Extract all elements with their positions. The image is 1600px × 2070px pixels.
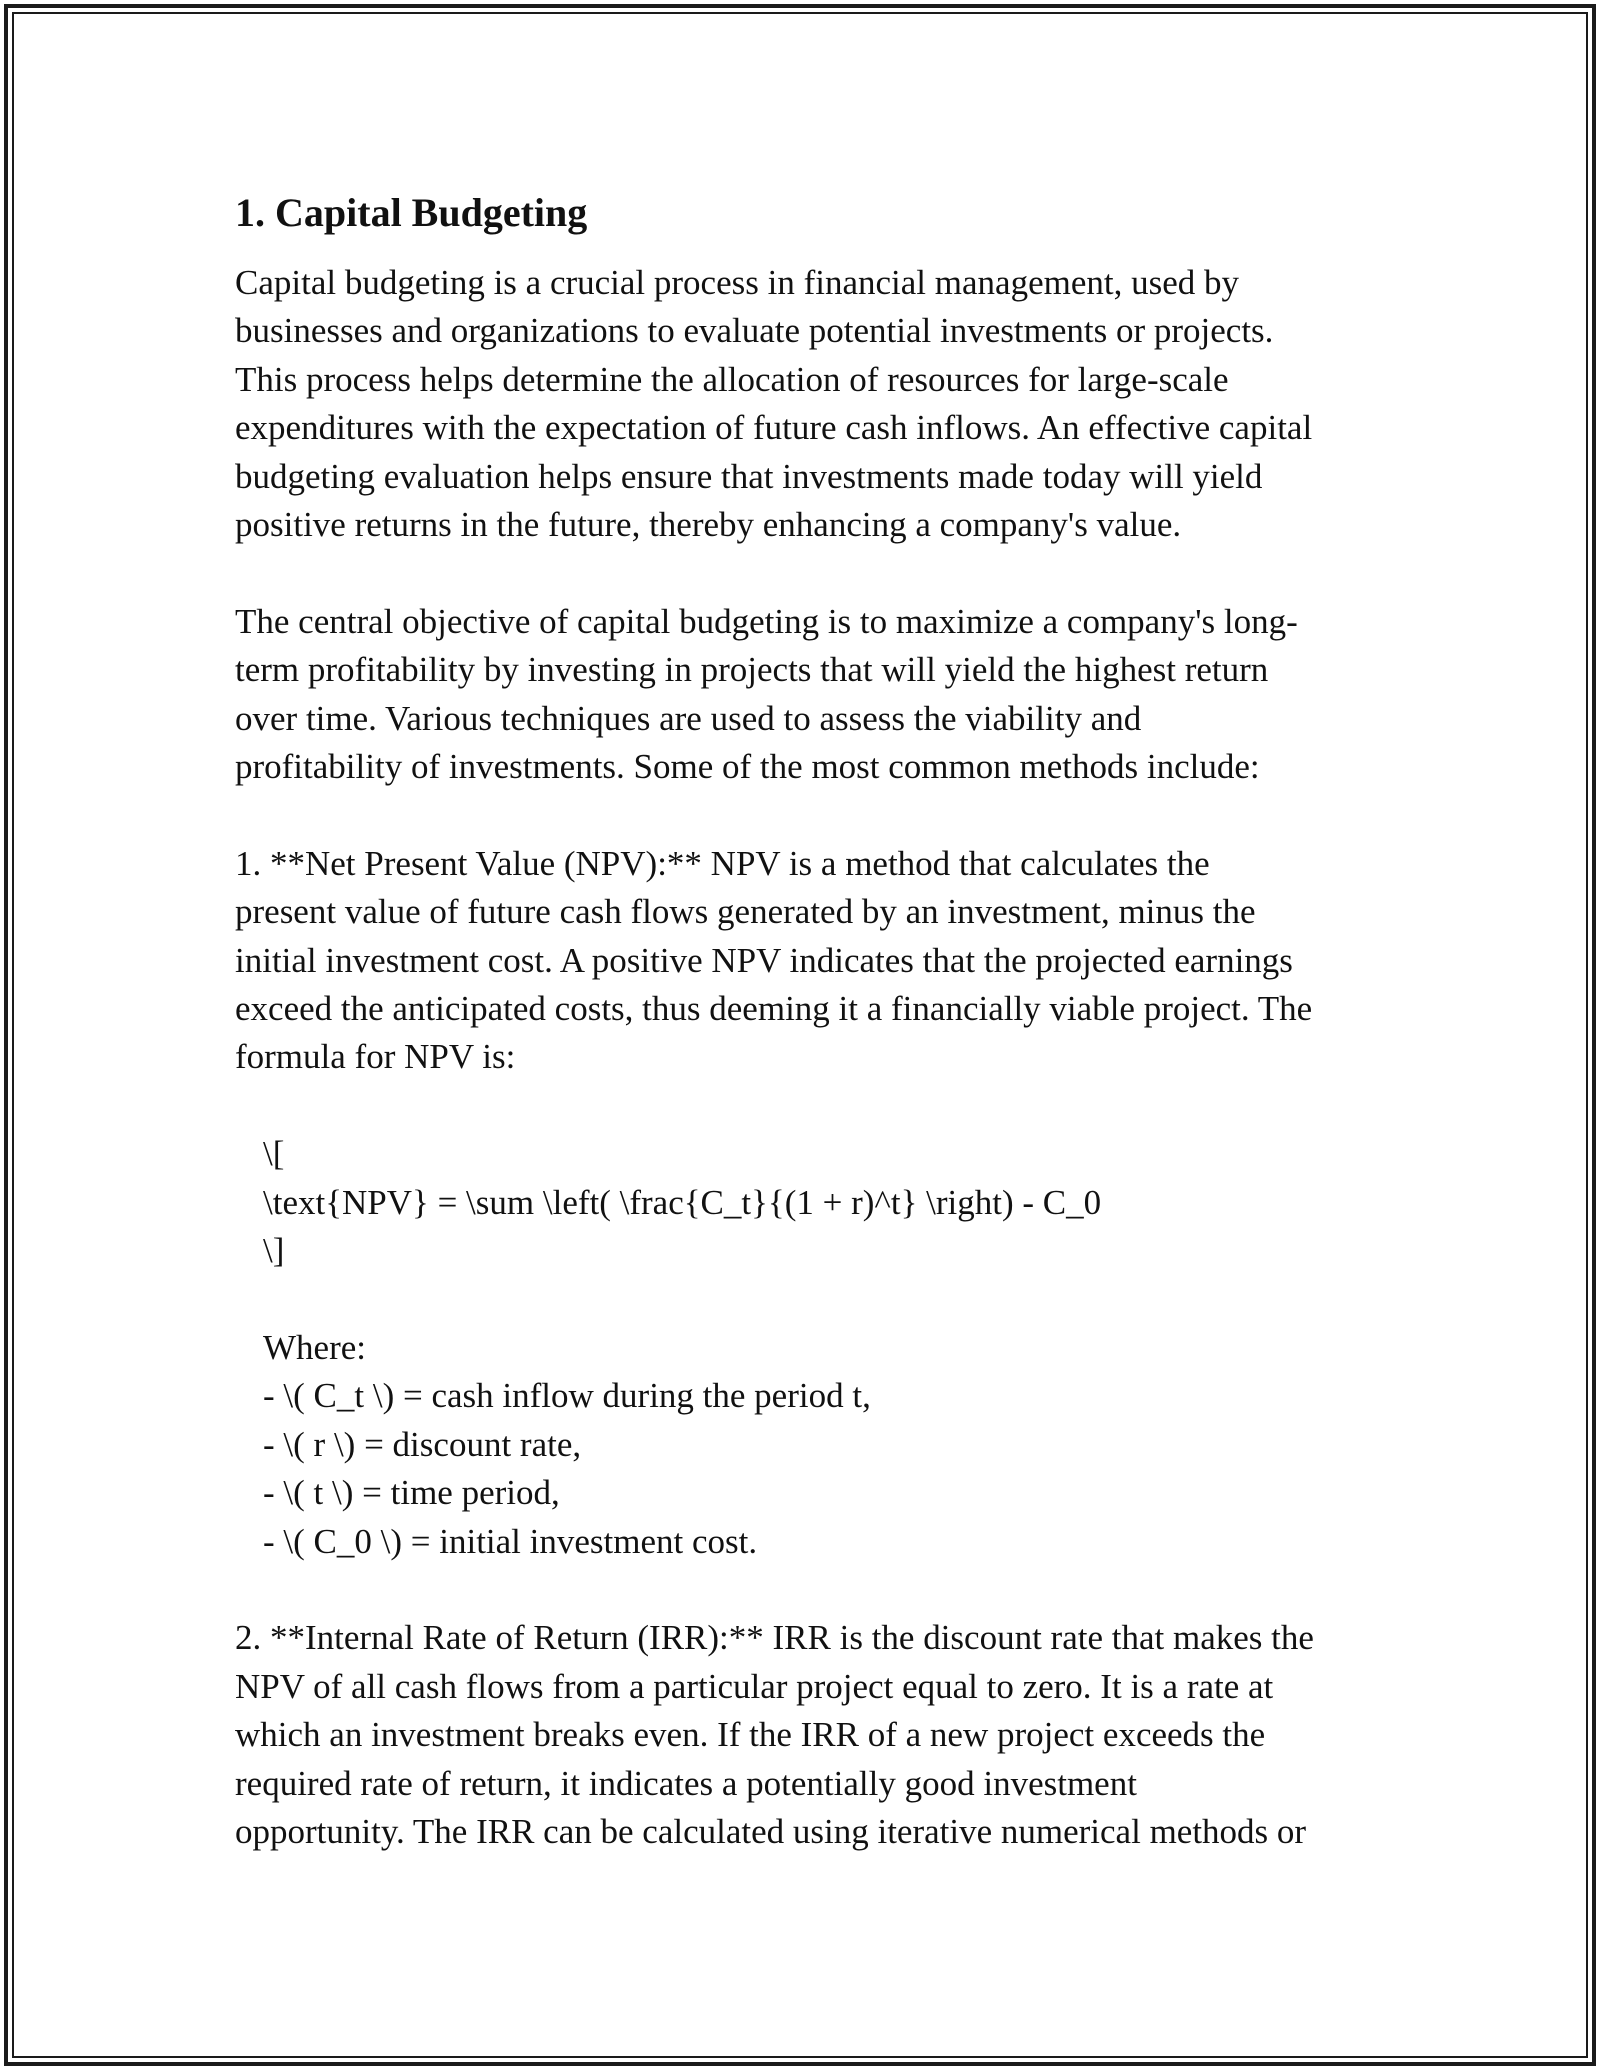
where-label: Where:: [263, 1327, 366, 1367]
definition-item: - \( C_0 \) = initial investment cost.: [263, 1521, 758, 1561]
formula-close: \]: [263, 1231, 285, 1271]
formula-body: \text{NPV} = \sum \left( \frac{C_t}{(1 + r)^t} \right) - C_0: [263, 1182, 1102, 1222]
npv-paragraph: 1. **Net Present Value (NPV):** NPV is a method that calculates the present value of future cash flows generated by an investment, minus the initial investment cost. A positive NPV indicates that the projected earnings exceed the anticipated costs, thus deeming it a financially viable project. The formula for NPV is:: [235, 843, 1313, 1077]
definition-item: - \( r \) = discount rate,: [263, 1424, 582, 1464]
definition-item: - \( t \) = time period,: [263, 1473, 560, 1513]
npv-formula: [263, 1130, 1375, 1275]
formula-open: \[: [263, 1134, 285, 1174]
variable-definitions: [263, 1324, 1375, 1566]
irr-paragraph: 2. **Internal Rate of Return (IRR):** IRR is the discount rate that makes the NPV of all cash flows from a particular project equal to zero. It is a rate at which an investment breaks even. If the IRR of a new project exceeds the required rate of return, it indicates a potentially good investment opportunity. The IRR can be calculated using iterative numerical methods or: [235, 1618, 1314, 1851]
definition-item: - \( C_t \) = cash inflow during the period t,: [263, 1376, 871, 1416]
document-body: [235, 180, 1375, 1905]
intro-paragraph: Capital budgeting is a crucial process in financial management, used by businesses and organizations to evaluate potential investments or projects. This process helps determine the allocation of resources for large-scale expenditures with the expectation of future cash inflows. An effective capital budgeting evaluation helps ensure that investments made today will yield positive returns in the future, thereby enhancing a company's value.: [235, 263, 1313, 545]
objective-paragraph: The central objective of capital budgeting is to maximize a company's long- term profitability by investing in projects that will yield the highest return over time. Various techniques are used to assess the viability and profitability of investments. Some of the most common methods include:: [235, 601, 1298, 787]
section-heading: 1. Capital Budgeting: [235, 190, 588, 235]
